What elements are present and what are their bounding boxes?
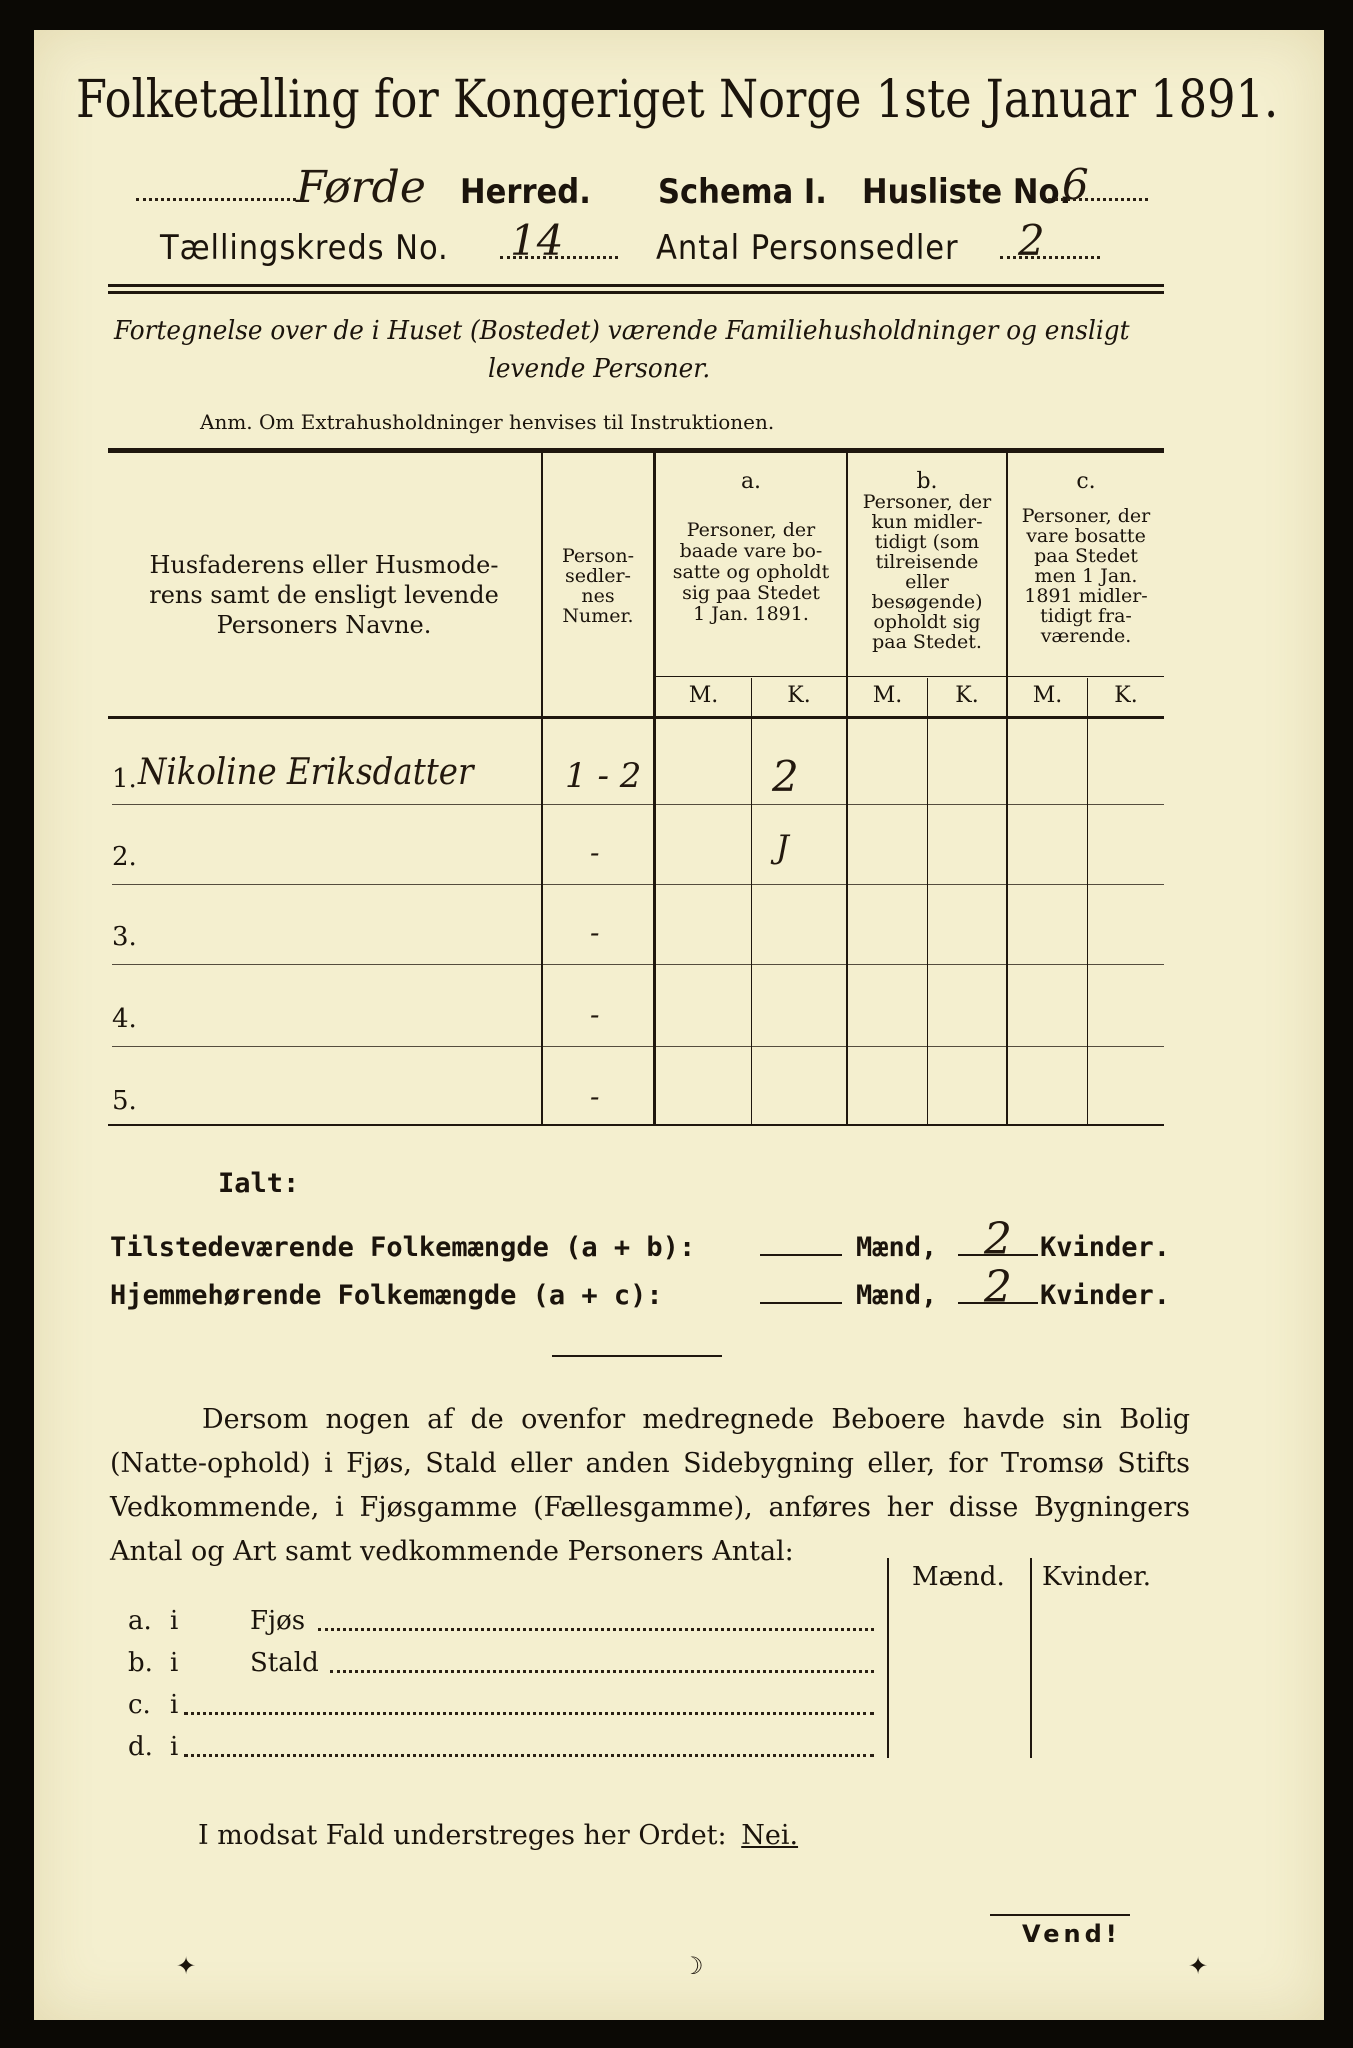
row-5-number: 5.	[112, 1086, 137, 1116]
building-b-letter: b.	[128, 1648, 153, 1678]
herred-label: Herred.	[460, 172, 591, 212]
schema-label: Schema I.	[658, 172, 827, 212]
row-3-sedler: -	[590, 916, 600, 949]
total-1-maend-blank	[760, 1254, 842, 1256]
building-d-letter: d.	[128, 1732, 153, 1762]
col-divider-b-mk	[927, 678, 928, 1124]
col-c-m-label: M.	[1032, 683, 1063, 708]
building-col-divider-2	[1030, 1558, 1032, 1758]
row-4-number: 4.	[112, 1004, 137, 1034]
building-b-dots	[330, 1670, 874, 1673]
building-b-label: Stald	[250, 1648, 319, 1678]
nei-word: Nei.	[741, 1820, 799, 1851]
building-c-letter: c.	[128, 1690, 151, 1720]
subtitle-line-1: Fortegnelse over de i Huset (Bostedet) værende Familiehusholdninger og ensligt	[114, 316, 1130, 346]
row-rule-1	[112, 804, 1164, 805]
building-col-divider-1	[887, 1558, 889, 1758]
col-c-k-label: K.	[1114, 683, 1138, 708]
col-divider-c-mk	[1087, 678, 1088, 1124]
row-1-name: Nikoline Eriksdatter	[138, 752, 474, 793]
table-bottom-rule	[108, 1124, 1164, 1126]
herred-dotted-line	[136, 198, 296, 201]
col-divider-a-mk	[751, 678, 752, 1124]
col-divider-name	[541, 452, 543, 1124]
row-1-sedler: 1 - 2	[565, 756, 642, 796]
building-d-dots	[184, 1754, 874, 1757]
building-kvinder-header: Kvinder.	[1042, 1562, 1152, 1592]
col-b-m-label: M.	[872, 683, 903, 708]
subtitle-line-2: levende Personer.	[488, 354, 711, 384]
vend-rule	[990, 1914, 1130, 1916]
total-1-label: Tilstedeværende Folkemængde (a + b):	[110, 1232, 696, 1263]
row-3-number: 3.	[112, 922, 137, 952]
nei-prefix: I modsat Fald understreges her Ordet:	[198, 1820, 727, 1851]
row-2-number: 2.	[112, 842, 137, 872]
col-a-k-label: K.	[787, 683, 811, 708]
kreds-value: 14	[510, 216, 564, 265]
col-c-header: Personer, der vare bosatte paa Stedet men 1 Jan. 1891 midler- tidigt fra- værende.	[1021, 505, 1151, 647]
building-c-prefix: i	[170, 1690, 179, 1720]
antal-label: Antal Personsedler	[656, 228, 959, 268]
col-num-header: Person- sedler- nes Numer.	[561, 545, 635, 627]
row-2-sedler: -	[590, 836, 600, 869]
form-title: Folketælling for Kongeriget Norge 1ste Januar 1891.	[76, 70, 1279, 130]
nei-line	[198, 1820, 798, 1851]
row-2-a-k: J	[776, 828, 789, 866]
separator-rule	[552, 1355, 722, 1357]
husliste-value: 6	[1062, 160, 1089, 209]
col-a-letter: a.	[740, 469, 762, 494]
building-b-prefix: i	[170, 1648, 179, 1678]
total-2-maend-blank	[760, 1302, 842, 1304]
husliste-dotted-line	[1048, 198, 1148, 201]
row-rule-4	[112, 1046, 1164, 1047]
row-1-a-k: 2	[772, 752, 799, 801]
building-maend-header: Mænd.	[912, 1562, 1005, 1592]
row-rule-3	[112, 964, 1164, 965]
row-5-sedler: -	[590, 1080, 600, 1113]
corner-mark-right-icon: ✦	[1188, 1952, 1209, 1980]
total-1-kvinder-label: Kvinder.	[1040, 1232, 1171, 1263]
header-rule-2	[108, 291, 1164, 294]
total-2-maend-label: Mænd,	[856, 1280, 938, 1311]
vend-label: Vend!	[1022, 1920, 1121, 1948]
corner-mark-center-icon: ☽	[682, 1952, 704, 1980]
mk-top-rule	[656, 676, 1164, 677]
kreds-dotted-line	[500, 256, 618, 259]
total-2-kvinder-value: 2	[984, 1262, 1012, 1313]
header-rule-1	[108, 284, 1164, 287]
row-4-sedler: -	[590, 998, 600, 1031]
antal-value: 2	[1018, 216, 1045, 265]
col-a-header: Personer, der baade vare bo- satte og opholdt sig paa Stedet 1 Jan. 1891.	[672, 519, 830, 625]
total-1-kvinder-value: 2	[984, 1214, 1012, 1265]
ialt-label: Ialt:	[218, 1168, 300, 1199]
total-1-maend-label: Mænd,	[856, 1232, 938, 1263]
total-2-label: Hjemmehørende Folkemængde (a + c):	[110, 1280, 663, 1311]
col-c-letter: c.	[1076, 469, 1096, 494]
building-a-prefix: i	[170, 1606, 179, 1636]
antal-dotted-line	[1000, 256, 1100, 259]
husliste-label: Husliste No.	[862, 172, 1072, 212]
col-b-header: Personer, der kun midler- tidigt (som tilreisende eller besøgende) opholdt sig paa Stedet.	[862, 491, 992, 653]
anm-note: Anm. Om Extrahusholdninger henvises til Instruktionen.	[200, 410, 775, 434]
corner-mark-left-icon: ✦	[176, 1952, 197, 1980]
herred-value: Førde	[296, 162, 426, 213]
kreds-label: Tællingskreds No.	[160, 228, 449, 268]
building-a-label: Fjøs	[250, 1606, 306, 1636]
col-b-k-label: K.	[955, 683, 979, 708]
total-2-kvinder-label: Kvinder.	[1040, 1280, 1171, 1311]
row-rule-2	[112, 884, 1164, 885]
building-a-dots	[318, 1628, 874, 1631]
building-c-dots	[184, 1712, 874, 1715]
col-a-m-label: M.	[688, 683, 719, 708]
building-d-prefix: i	[170, 1732, 179, 1762]
col-name-header: Husfaderens eller Husmode- rens samt de ensligt levende Personers Navne.	[149, 551, 499, 639]
building-a-letter: a.	[128, 1606, 152, 1636]
sidebygning-paragraph: Dersom nogen af de ovenfor medregnede Beboere havde sin Bolig (Natte-ophold) i Fjøs, Stald eller anden Sidebygning eller, for Tromsø Stifts Vedkommende, i Fjøsgamme (Fællesgamme), anføres her disse Bygningers Antal og Art samt vedkommende Personers Antal:	[110, 1404, 1190, 1567]
col-b-letter: b.	[916, 469, 938, 494]
row-1-number: 1.	[112, 764, 137, 794]
